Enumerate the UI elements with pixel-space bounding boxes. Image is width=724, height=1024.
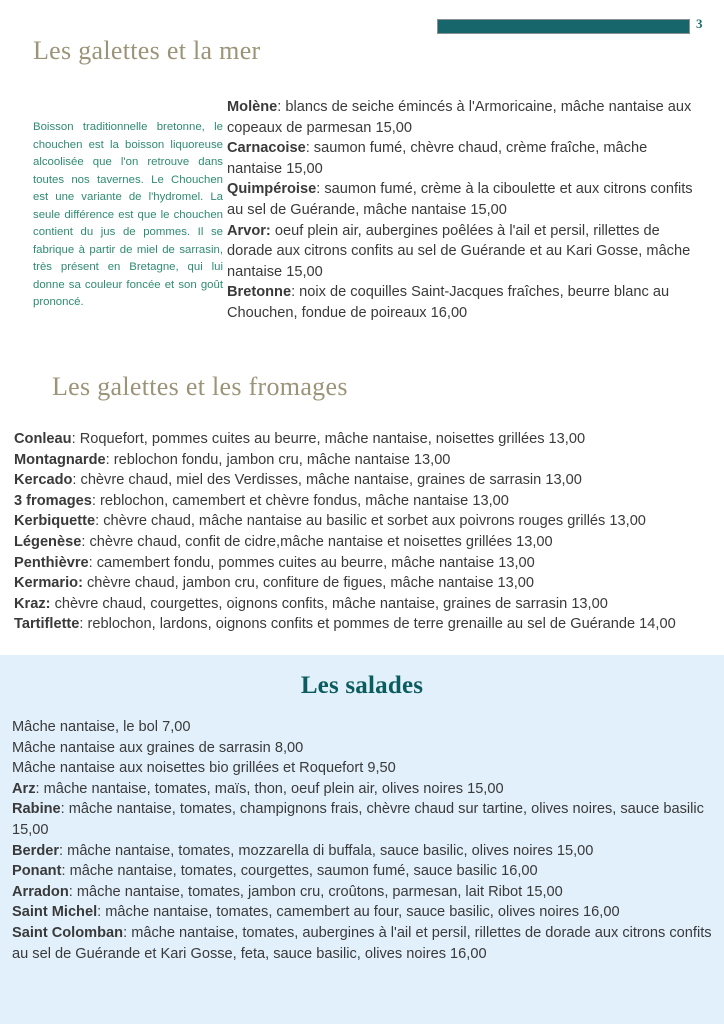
- menu-item: [12, 799, 712, 840]
- menu-item-name: Kerbiquette: [14, 513, 96, 530]
- menu-item: [14, 429, 710, 450]
- menu-list-fromages: [14, 429, 710, 635]
- menu-item-name: Montagnarde: [14, 451, 106, 468]
- menu-item-name: Quimpéroise: [227, 181, 317, 198]
- menu-item-separator: :: [59, 842, 68, 859]
- menu-item-separator: :: [72, 472, 81, 489]
- menu-item-description: chèvre chaud, confit de cidre,mâche nantaise et noisettes grillées 13,00: [89, 533, 553, 550]
- page-number: 3: [696, 16, 703, 31]
- menu-item: [14, 532, 710, 553]
- menu-item: [12, 923, 712, 964]
- menu-item-name: Bretonne: [227, 284, 292, 301]
- menu-item-separator: :: [123, 924, 132, 941]
- menu-item: [227, 221, 705, 283]
- menu-item-separator: :: [316, 181, 325, 198]
- menu-item-description: chèvre chaud, jambon cru, confiture de figues, mâche nantaise 13,00: [87, 575, 535, 592]
- menu-list-salades: [12, 717, 712, 964]
- menu-item: [14, 614, 710, 635]
- menu-item: [12, 882, 712, 903]
- menu-item: [14, 553, 710, 574]
- menu-item-separator: :: [88, 554, 97, 571]
- section-heading-fromages: Les galettes et les fromages: [52, 372, 348, 401]
- menu-item-name: Kercado: [14, 472, 73, 489]
- menu-item-name: Molène: [227, 99, 278, 115]
- menu-item-separator: :: [97, 904, 106, 921]
- menu-item-separator: :: [81, 533, 90, 550]
- menu-item-separator: :: [291, 284, 300, 301]
- menu-item: [14, 511, 710, 532]
- menu-item-name: Carnacoise: [227, 140, 306, 157]
- menu-item: [14, 470, 710, 491]
- menu-item-description: mâche nantaise, tomates, courgettes, saumon fumé, sauce basilic 16,00: [69, 863, 538, 880]
- menu-item-separator: :: [68, 883, 77, 900]
- menu-item-separator: :: [105, 451, 114, 468]
- menu-item-description: noix de coquilles Saint-Jacques fraîches, beurre blanc au Chouchen, fondue de poireaux 16,00: [227, 284, 670, 321]
- menu-item-name: Saint Michel: [12, 904, 98, 921]
- menu-item: [12, 758, 712, 779]
- menu-item-description: mâche nantaise, tomates, mozzarella di buffala, sauce basilic, olives noires 15,00: [67, 842, 594, 859]
- menu-item-separator: :: [277, 99, 286, 115]
- menu-item-separator: :: [71, 431, 80, 447]
- menu-item-name: Saint Colomban: [12, 924, 124, 941]
- menu-item: [227, 138, 705, 179]
- menu-item-separator: :: [79, 616, 88, 633]
- menu-item-description: blancs de seiche émincés à l'Armoricaine, mâche nantaise aux copeaux de parmesan 15,00: [227, 99, 692, 136]
- menu-item-description: mâche nantaise, tomates, aubergines à l'ail et persil, rillettes de dorade aux citrons confits au sel de Guérande et Kari Gosse, feta, sauce basilic, olives noires 16,00: [12, 924, 712, 962]
- menu-item-description: saumon fumé, chèvre chaud, crème fraîche, mâche nantaise 15,00: [227, 140, 648, 177]
- menu-item-separator: :: [61, 863, 70, 880]
- menu-item-name: Kermario:: [14, 575, 83, 592]
- chouchen-info-note: Boisson traditionnelle bretonne, le chouchen est la boisson liquoreuse alcoolisée que l'on retrouve dans toutes nos tavernes. Le Chouchen est une variante de l'hydromel. La seule différence est que le chouchen contient du jus de pommes. Il se fabrique à partir de miel de sarrasin, très présent en Bretagne, qui lui donne sa couleur foncée et son goût prononcé.: [33, 121, 223, 308]
- menu-item-name: Ponant: [12, 863, 62, 880]
- menu-item-description: reblochon fondu, jambon cru, mâche nantaise 13,00: [113, 451, 451, 468]
- menu-item-description: chèvre chaud, miel des Verdisses, mâche nantaise, graines de sarrasin 13,00: [80, 472, 582, 489]
- menu-item-name: Berder: [12, 842, 60, 859]
- menu-item-separator: :: [60, 801, 69, 818]
- menu-item-name: Arz: [12, 780, 36, 797]
- menu-item-separator: :: [35, 780, 44, 797]
- menu-item-name: Conleau: [14, 431, 72, 447]
- menu-item-description: saumon fumé, crème à la ciboulette et aux citrons confits au sel de Guérande, mâche nantaise 15,00: [227, 181, 693, 218]
- menu-list-mer: [227, 97, 705, 324]
- menu-item-description: mâche nantaise, tomates, maïs, thon, oeuf plein air, olives noires 15,00: [43, 780, 504, 797]
- menu-item: [14, 450, 710, 471]
- menu-item-name: Arradon: [12, 883, 69, 900]
- menu-item-name: Rabine: [12, 801, 61, 818]
- menu-item-description: chèvre chaud, mâche nantaise au basilic et sorbet aux poivrons rouges grillés 13,00: [103, 513, 646, 530]
- menu-item-description: reblochon, camembert et chèvre fondus, mâche nantaise 13,00: [99, 492, 509, 509]
- accent-bar: [437, 19, 690, 34]
- menu-item-description: Mâche nantaise aux graines de sarrasin 8,00: [12, 739, 304, 756]
- section-heading-salades: Les salades: [300, 672, 424, 699]
- menu-item-separator: :: [95, 513, 104, 530]
- menu-item-description: mâche nantaise, tomates, jambon cru, croûtons, parmesan, lait Ribot 15,00: [76, 883, 563, 900]
- menu-item-description: mâche nantaise, tomates, champignons frais, chèvre chaud sur tartine, olives noires, sauce basilic 15,00: [12, 801, 704, 838]
- menu-item-description: Mâche nantaise aux noisettes bio grillées et Roquefort 9,50: [12, 760, 396, 777]
- menu-item: [12, 902, 712, 923]
- menu-item: [14, 491, 710, 512]
- menu-item: [12, 841, 712, 862]
- menu-item-description: Roquefort, pommes cuites au beurre, mâche nantaise, noisettes grillées 13,00: [79, 431, 586, 447]
- menu-item-description: chèvre chaud, courgettes, oignons confits, mâche nantaise, graines de sarrasin 13,00: [54, 595, 608, 612]
- menu-item: [14, 594, 710, 615]
- menu-item-name: 3 fromages: [14, 492, 92, 509]
- header-decoration: [437, 16, 724, 35]
- menu-item-name: Légenèse: [14, 533, 82, 550]
- menu-item-description: mâche nantaise, tomates, camembert au four, sauce basilic, olives noires 16,00: [105, 904, 620, 921]
- menu-item-description: Mâche nantaise, le bol 7,00: [12, 719, 191, 735]
- menu-item-description: reblochon, lardons, oignons confits et pommes de terre grenaille au sel de Guérande 14,00: [87, 616, 676, 633]
- menu-item-name: Arvor:: [227, 222, 271, 239]
- menu-item: [12, 717, 712, 738]
- menu-item-name: Tartiflette: [14, 616, 80, 633]
- menu-item-name: Kraz:: [14, 595, 51, 612]
- menu-item-separator: :: [305, 140, 314, 157]
- menu-item: [227, 282, 705, 323]
- menu-item: [227, 97, 705, 138]
- menu-item: [12, 738, 712, 759]
- menu-item-separator: :: [91, 492, 100, 509]
- menu-item: [227, 179, 705, 220]
- menu-item: [14, 573, 710, 594]
- menu-item: [12, 861, 712, 882]
- menu-item-description: camembert fondu, pommes cuites au beurre, mâche nantaise 13,00: [96, 554, 535, 571]
- menu-item-description: oeuf plein air, aubergines poêlées à l'ail et persil, rillettes de dorade aux citrons confits au sel de Guérande et au Kari Gosse, mâche nantaise 15,00: [227, 222, 691, 280]
- section-heading-mer: Les galettes et la mer: [33, 36, 261, 65]
- menu-item: [12, 779, 712, 800]
- menu-item-name: Penthièvre: [14, 554, 89, 571]
